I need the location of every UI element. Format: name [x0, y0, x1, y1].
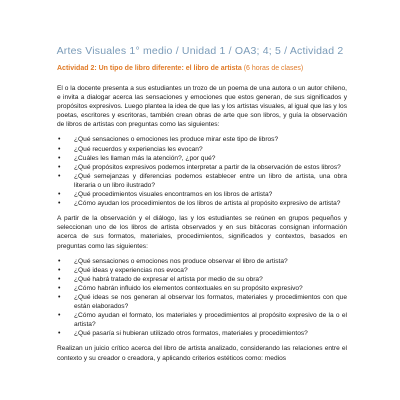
list-item: • ¿Qué ideas y experiencias nos evoca?	[57, 266, 347, 275]
list-item: • ¿Cómo habrán influido los elementos contextuales en su propósito expresivo?	[57, 284, 347, 293]
questions-list-2	[57, 257, 347, 339]
list-item: • ¿Qué recuerdos y experiencias les evocan?	[57, 145, 347, 154]
list-item: • ¿Cómo ayudan los procedimientos de los libros de artista al propósito expresivo de artista?	[57, 199, 347, 208]
list-item: • ¿Qué sensaciones o emociones nos produce observar el libro de artista?	[57, 257, 347, 266]
list-item: • ¿Cómo ayudan el formato, los materiales y procedimientos al propósito expresivo de la o el artista?	[57, 311, 347, 329]
list-item: • ¿Qué habrá tratado de expresar el artista por medio de su obra?	[57, 275, 347, 284]
intro-paragraph: El o la docente presenta a sus estudiantes un trozo de un poema de una autora o un autor chileno, e invita a dialogar acerca las sensaciones y emociones que estos generan, de sus significados y propósitos expresivos. Luego plantea la idea de que las y los artistas visuales, al igual que las y los poetas, escritores y escritoras, también crean obras de arte que son libros, y guía la observación de libros de artistas con preguntas como las siguientes:	[57, 85, 347, 129]
list-item: • ¿Qué ideas se nos generan al observar los formatos, materiales y procedimientos con que están elaborados?	[57, 293, 347, 311]
list-item: • ¿Qué sensaciones o emociones les produce mirar este tipo de libros?	[57, 135, 347, 144]
list-item: • ¿Qué semejanzas y diferencias podemos establecer entre un libro de artista, una obra literaria o un libro ilustrado?	[57, 172, 347, 190]
list-item: • ¿Qué pasaría si hubieran utilizado otros formatos, materiales y procedimientos?	[57, 329, 347, 338]
list-item: • ¿Qué procedimientos visuales encontramos en los libros de artista?	[57, 190, 347, 199]
page-header: Artes Visuales 1° medio / Unidad 1 / OA3; 4; 5 / Actividad 2	[56, 45, 344, 57]
paragraph-3: Realizan un juicio crítico acerca del libro de artista analizado, considerando las relaciones entre el contexto y su creador o creadora, y aplicando criterios estéticos como: medios	[57, 345, 347, 362]
document-body	[57, 84, 347, 369]
activity-title: Actividad 2: Un tipo de libro diferente: el libro de artista	[57, 65, 242, 72]
activity-hours: (6 horas de clases)	[243, 65, 304, 72]
activity-subtitle	[57, 65, 357, 72]
list-item: • ¿Qué propósitos expresivos podemos interpretar a partir de la observación de estos libros?	[57, 163, 347, 172]
questions-list-1	[57, 135, 347, 208]
paragraph-2: A partir de la observación y el diálogo, las y los estudiantes se reúnen en grupos pequeños y seleccionan uno de los libros de artista observados y en sus bitácoras consignan información acerca de sus formatos, materiales, procedimientos, significados y contextos, basados en preguntas como las siguientes:	[57, 215, 347, 250]
list-item: • ¿Cuáles les llaman más la atención?, ¿por qué?	[57, 154, 347, 163]
